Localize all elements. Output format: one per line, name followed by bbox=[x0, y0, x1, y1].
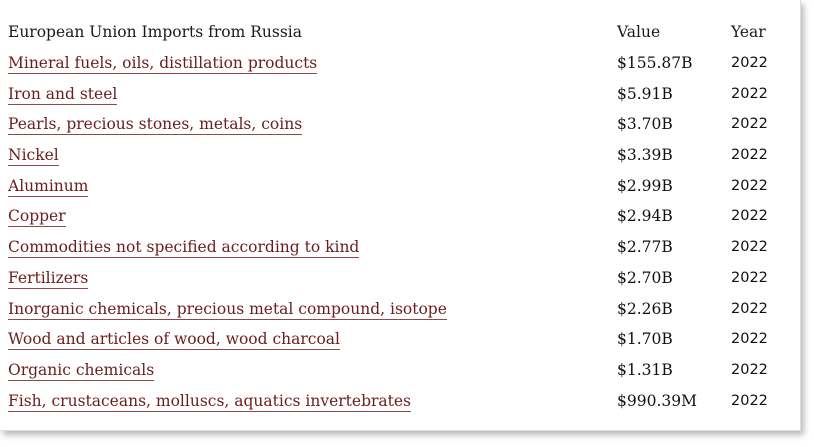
year-cell: 2022 bbox=[731, 239, 768, 256]
table-row bbox=[8, 232, 791, 263]
year-cell: 2022 bbox=[731, 147, 768, 164]
table-row bbox=[8, 355, 791, 386]
category-cell bbox=[8, 232, 617, 263]
value-cell: $2.26B bbox=[617, 299, 673, 318]
table-row bbox=[8, 293, 791, 324]
column-header-year: Year bbox=[731, 23, 766, 42]
value-cell: $1.70B bbox=[617, 330, 673, 349]
table-row bbox=[8, 263, 791, 294]
value-cell: $2.94B bbox=[617, 207, 673, 226]
table-row bbox=[8, 385, 791, 416]
category-link[interactable]: Fish, crustaceans, molluscs, aquatics invertebrates bbox=[8, 391, 411, 410]
value-cell: $2.77B bbox=[617, 238, 673, 257]
year-cell: 2022 bbox=[731, 55, 768, 72]
category-link[interactable]: Commodities not specified according to kind bbox=[8, 238, 360, 257]
category-link[interactable]: Copper bbox=[8, 207, 66, 226]
year-cell: 2022 bbox=[731, 177, 768, 194]
category-cell bbox=[8, 293, 617, 324]
value-cell: $5.91B bbox=[617, 84, 673, 103]
category-link[interactable]: Iron and steel bbox=[8, 84, 118, 103]
table-row bbox=[8, 170, 791, 201]
year-cell: 2022 bbox=[731, 85, 768, 102]
category-link[interactable]: Nickel bbox=[8, 146, 59, 165]
year-cell: 2022 bbox=[731, 300, 768, 317]
table-row bbox=[8, 201, 791, 232]
year-cell: 2022 bbox=[731, 269, 768, 286]
value-cell: $155.87B bbox=[617, 54, 693, 73]
value-cell: $2.70B bbox=[617, 268, 673, 287]
category-link[interactable]: Pearls, precious stones, metals, coins bbox=[8, 115, 303, 134]
category-cell bbox=[8, 109, 617, 140]
year-cell: 2022 bbox=[731, 392, 768, 409]
value-cell: $3.70B bbox=[617, 115, 673, 134]
value-cell: $1.31B bbox=[617, 360, 673, 379]
category-cell bbox=[8, 324, 617, 355]
table-row bbox=[8, 324, 791, 355]
category-link[interactable]: Inorganic chemicals, precious metal compound, isotope bbox=[8, 299, 447, 318]
category-cell bbox=[8, 385, 617, 416]
category-cell bbox=[8, 201, 617, 232]
value-cell: $3.39B bbox=[617, 146, 673, 165]
imports-table bbox=[8, 17, 791, 416]
category-link[interactable]: Wood and articles of wood, wood charcoal bbox=[8, 330, 341, 349]
table-header-row bbox=[8, 17, 791, 48]
category-cell bbox=[8, 170, 617, 201]
column-header-value: Value bbox=[617, 23, 661, 42]
year-cell: 2022 bbox=[731, 208, 768, 225]
category-cell bbox=[8, 355, 617, 386]
category-link[interactable]: Organic chemicals bbox=[8, 360, 155, 379]
table-row bbox=[8, 140, 791, 171]
column-header-category: European Union Imports from Russia bbox=[8, 23, 302, 42]
category-cell bbox=[8, 140, 617, 171]
table-row bbox=[8, 109, 791, 140]
value-cell: $990.39M bbox=[617, 391, 697, 410]
table-body bbox=[8, 48, 791, 416]
year-cell: 2022 bbox=[731, 361, 768, 378]
category-link[interactable]: Aluminum bbox=[8, 176, 89, 195]
category-cell bbox=[8, 78, 617, 109]
table-row bbox=[8, 78, 791, 109]
table-row bbox=[8, 48, 791, 79]
category-link[interactable]: Mineral fuels, oils, distillation products bbox=[8, 54, 318, 73]
category-cell bbox=[8, 48, 617, 79]
year-cell: 2022 bbox=[731, 331, 768, 348]
category-link[interactable]: Fertilizers bbox=[8, 268, 89, 287]
value-cell: $2.99B bbox=[617, 176, 673, 195]
category-cell bbox=[8, 263, 617, 294]
year-cell: 2022 bbox=[731, 116, 768, 133]
